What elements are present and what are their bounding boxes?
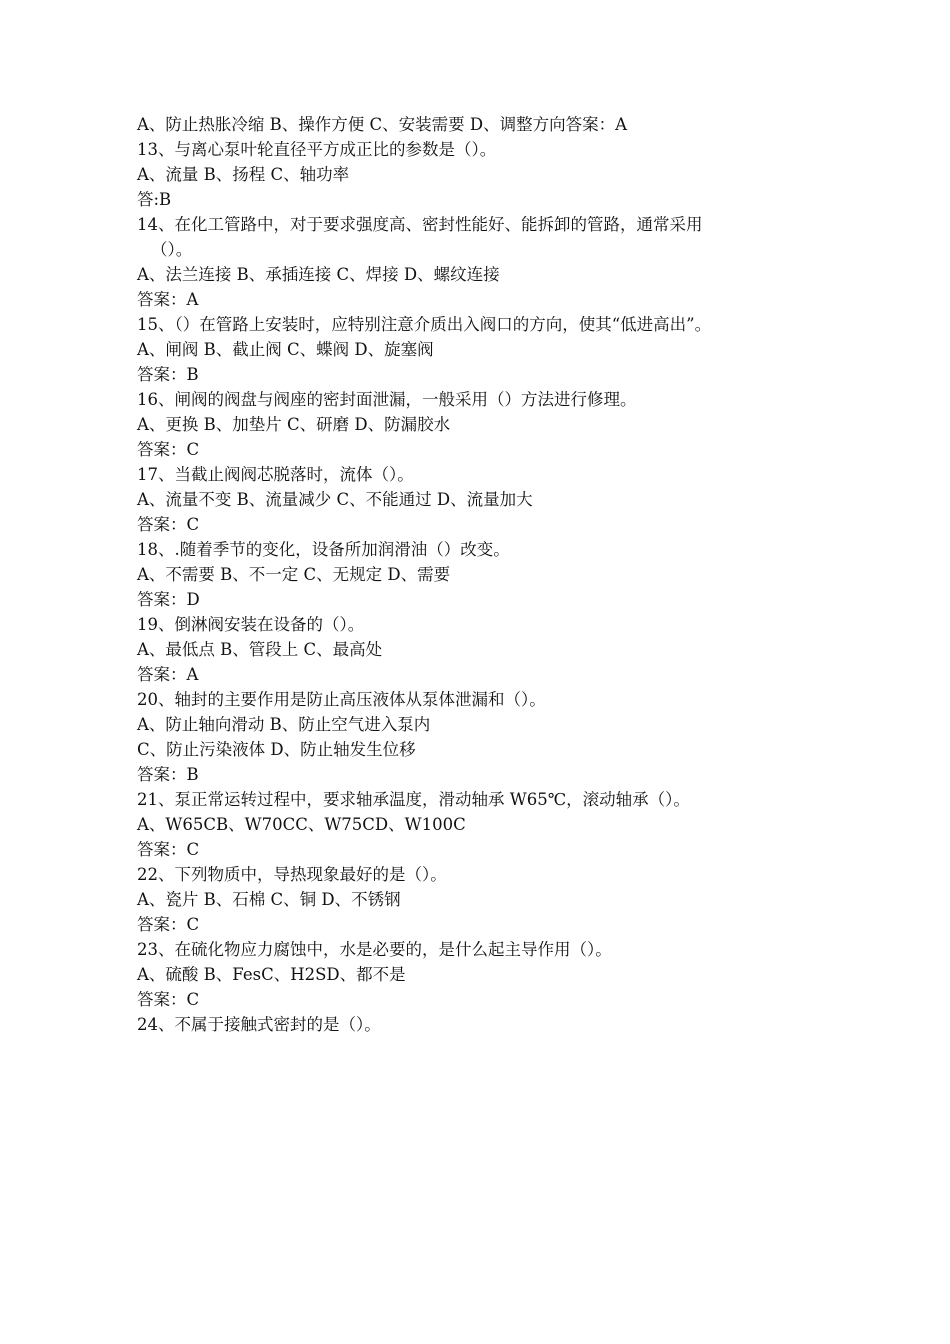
- options-13: A、流量 B、扬程 C、轴功率: [137, 165, 350, 184]
- question-20: 20、轴封的主要作用是防止高压液体从泵体泄漏和（）。: [137, 690, 546, 709]
- answer-14: 答案：A: [137, 290, 199, 309]
- options-19: A、最低点 B、管段上 C、最高处: [137, 640, 383, 659]
- answer-23: 答案：C: [137, 990, 200, 1009]
- options-22: A、瓷片 B、石棉 C、铜 D、不锈钢: [137, 890, 401, 909]
- question-15: 15、（）在管路上安装时，应特别注意介质出入阀口的方向，使其“低进高出”。: [137, 315, 712, 334]
- question-23: 23、在硫化物应力腐蚀中，水是必要的，是什么起主导作用（）。: [137, 940, 612, 959]
- options-15: A、闸阀 B、截止阀 C、蝶阀 D、旋塞阀: [137, 340, 434, 359]
- document-body: [137, 112, 837, 1037]
- question-24: 24、不属于接触式密封的是（）。: [137, 1015, 381, 1034]
- options-20-cd: C、防止污染液体 D、防止轴发生位移: [137, 740, 416, 759]
- options-23: A、硫酸 B、FesC、H2SD、都不是: [137, 965, 406, 984]
- options-17: A、流量不变 B、流量减少 C、不能通过 D、流量加大: [137, 490, 533, 509]
- answer-21: 答案：C: [137, 840, 200, 859]
- options-14: A、法兰连接 B、承插连接 C、焊接 D、螺纹连接: [137, 265, 500, 284]
- answer-17: 答案：C: [137, 515, 200, 534]
- answer-13: 答:B: [137, 190, 172, 209]
- answer-16: 答案：C: [137, 440, 200, 459]
- options-16: A、更换 B、加垫片 C、研磨 D、防漏胶水: [137, 415, 451, 434]
- question-19: 19、倒淋阀安装在设备的（）。: [137, 615, 365, 634]
- answer-20: 答案：B: [137, 765, 199, 784]
- answer-22: 答案：C: [137, 915, 200, 934]
- answer-15: 答案：B: [137, 365, 199, 384]
- question-14-continued: （）。: [151, 240, 193, 259]
- question-13: 13、与离心泵叶轮直径平方成正比的参数是（）。: [137, 140, 497, 159]
- question-21: 21、泵正常运转过程中，要求轴承温度，滑动轴承 W65℃，滚动轴承（）。: [137, 790, 690, 809]
- options-21: A、W65CB、W70CC、W75CD、W100C: [137, 815, 466, 834]
- question-14: 14、在化工管路中，对于要求强度高、密封性能好、能拆卸的管路，通常采用: [137, 215, 703, 234]
- answer-18: 答案：D: [137, 590, 200, 609]
- question-22: 22、下列物质中，导热现象最好的是（）。: [137, 865, 447, 884]
- question-18: 18、.随着季节的变化，设备所加润滑油（）改变。: [137, 540, 510, 559]
- options-18: A、不需要 B、不一定 C、无规定 D、需要: [137, 565, 451, 584]
- answer-19: 答案：A: [137, 665, 199, 684]
- text-line: A、防止热胀冷缩 B、操作方便 C、安装需要 D、调整方向答案：A: [137, 115, 628, 134]
- question-16: 16、闸阀的阀盘与阀座的密封面泄漏，一般采用（）方法进行修理。: [137, 390, 637, 409]
- question-17: 17、当截止阀阀芯脱落时，流体（）。: [137, 465, 414, 484]
- options-20-ab: A、防止轴向滑动 B、防止空气进入泵内: [137, 715, 431, 734]
